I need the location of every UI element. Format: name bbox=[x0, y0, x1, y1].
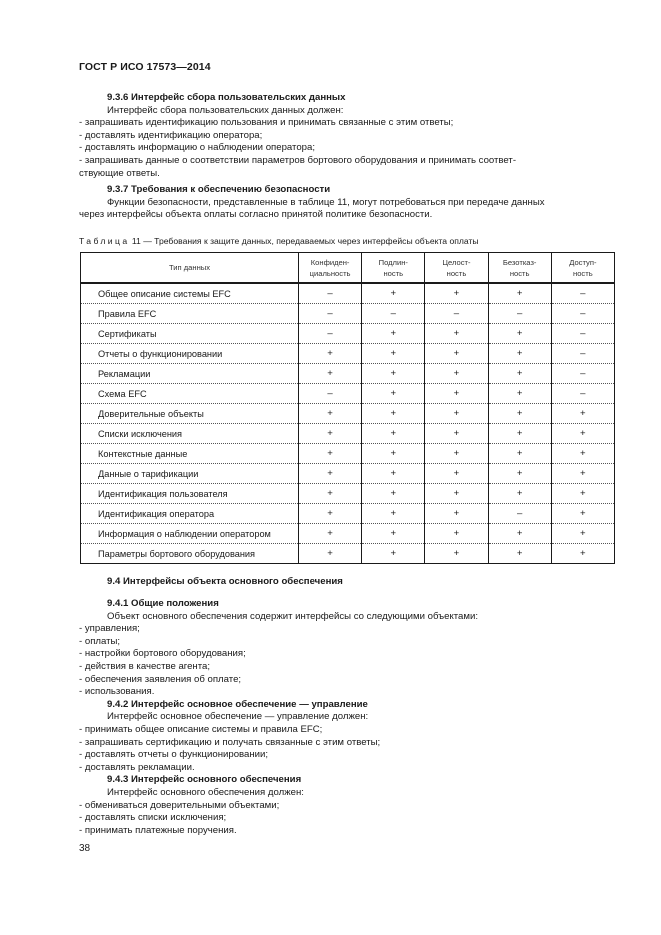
requirement-cell: – bbox=[425, 304, 488, 324]
requirement-cell: + bbox=[299, 524, 362, 544]
column-header: Целост- ность bbox=[425, 253, 488, 284]
requirement-cell: + bbox=[425, 424, 488, 444]
list-item: - использования. bbox=[79, 686, 155, 698]
table-caption bbox=[79, 236, 479, 246]
requirement-cell: + bbox=[488, 484, 551, 504]
column-header: Тип данных bbox=[81, 253, 299, 284]
requirement-cell: – bbox=[488, 304, 551, 324]
requirement-cell: + bbox=[425, 364, 488, 384]
requirement-cell: – bbox=[551, 364, 614, 384]
table-caption-text: 11 — Требования к защите данных, передаваемых через интерфейсы объекта оплаты bbox=[129, 236, 479, 246]
list-item: - запрашивать сертификацию и получать связанные с этим ответы; bbox=[79, 736, 381, 748]
requirement-cell: + bbox=[362, 524, 425, 544]
section-9-3-7 bbox=[79, 184, 616, 222]
list-item: - настройки бортового оборудования; bbox=[79, 648, 246, 660]
list-item-continuation: ствующие ответы. bbox=[79, 167, 160, 179]
table-row bbox=[81, 324, 615, 344]
requirement-cell: + bbox=[362, 344, 425, 364]
requirement-cell: – bbox=[551, 283, 614, 304]
table-row bbox=[81, 283, 615, 304]
requirement-cell: + bbox=[299, 544, 362, 564]
requirement-cell: + bbox=[362, 384, 425, 404]
requirement-cell: + bbox=[362, 404, 425, 424]
paragraph-line: через интерфейсы объекта оплаты согласно принятой политике безопасности. bbox=[79, 209, 433, 221]
section-heading: 9.4 Интерфейсы объекта основного обеспечения bbox=[107, 576, 343, 587]
data-type-cell: Сертификаты bbox=[81, 324, 299, 344]
requirement-cell: – bbox=[362, 304, 425, 324]
table-row bbox=[81, 484, 615, 504]
requirement-cell: + bbox=[488, 364, 551, 384]
list-item: - принимать общее описание системы и правила EFC; bbox=[79, 723, 323, 735]
requirement-cell: + bbox=[488, 324, 551, 344]
requirement-cell: + bbox=[488, 544, 551, 564]
requirement-cell: + bbox=[362, 444, 425, 464]
requirement-cell: + bbox=[551, 484, 614, 504]
requirement-cell: + bbox=[551, 524, 614, 544]
requirement-cell: + bbox=[425, 404, 488, 424]
requirement-cell: – bbox=[551, 384, 614, 404]
data-type-cell: Данные о тарификации bbox=[81, 464, 299, 484]
subsection-heading: 9.4.3 Интерфейс основного обеспечения bbox=[107, 774, 302, 786]
table-row bbox=[81, 524, 615, 544]
requirement-cell: + bbox=[299, 344, 362, 364]
requirement-cell: + bbox=[362, 544, 425, 564]
page-number: 38 bbox=[79, 843, 91, 854]
data-type-cell: Идентификация пользователя bbox=[81, 484, 299, 504]
requirement-cell: + bbox=[362, 464, 425, 484]
list-item: - обеспечения заявления об оплате; bbox=[79, 673, 242, 685]
table-row bbox=[81, 404, 615, 424]
security-requirements-table bbox=[80, 252, 615, 564]
paragraph-line: Интерфейс основное обеспечение — управление должен: bbox=[107, 711, 369, 723]
section-9-4-1 bbox=[79, 598, 616, 837]
requirement-cell: + bbox=[488, 344, 551, 364]
requirement-cell: + bbox=[488, 424, 551, 444]
requirement-cell: + bbox=[425, 384, 488, 404]
data-type-cell: Правила EFC bbox=[81, 304, 299, 324]
requirement-cell: + bbox=[299, 364, 362, 384]
requirement-cell: + bbox=[362, 504, 425, 524]
requirement-cell: + bbox=[299, 424, 362, 444]
requirement-cell: + bbox=[551, 544, 614, 564]
requirement-cell: + bbox=[362, 484, 425, 504]
paragraph-line: Объект основного обеспечения содержит интерфейсы со следующими объектами: bbox=[107, 610, 479, 622]
requirement-cell: + bbox=[551, 404, 614, 424]
data-type-cell: Общее описание системы EFC bbox=[81, 283, 299, 304]
table-row bbox=[81, 504, 615, 524]
section-heading: 9.3.7 Требования к обеспечению безопасности bbox=[107, 184, 331, 195]
section-9-4 bbox=[79, 576, 616, 589]
list-item: - доставлять идентификацию оператора; bbox=[79, 129, 263, 141]
table-row bbox=[81, 344, 615, 364]
list-item: - доставлять списки исключения; bbox=[79, 812, 227, 824]
column-header: Конфиден- циальность bbox=[299, 253, 362, 284]
requirement-cell: – bbox=[551, 304, 614, 324]
list-item: - доставлять информацию о наблюдении оператора; bbox=[79, 142, 315, 154]
list-item: - доставлять рекламации. bbox=[79, 761, 195, 773]
requirement-cell: + bbox=[488, 404, 551, 424]
requirement-cell: – bbox=[551, 344, 614, 364]
requirement-cell: + bbox=[425, 444, 488, 464]
requirement-cell: – bbox=[299, 283, 362, 304]
requirement-cell: – bbox=[551, 324, 614, 344]
requirement-cell: + bbox=[551, 464, 614, 484]
requirement-cell: + bbox=[551, 444, 614, 464]
requirement-cell: – bbox=[488, 504, 551, 524]
requirement-cell: + bbox=[488, 524, 551, 544]
subsection-heading: 9.4.2 Интерфейс основное обеспечение — управление bbox=[107, 698, 368, 710]
requirement-cell: – bbox=[299, 304, 362, 324]
table-row bbox=[81, 464, 615, 484]
list-item: - обмениваться доверительными объектами; bbox=[79, 799, 280, 811]
requirement-cell: + bbox=[425, 504, 488, 524]
requirement-cell: + bbox=[551, 424, 614, 444]
requirement-cell: + bbox=[362, 324, 425, 344]
data-type-cell: Списки исключения bbox=[81, 424, 299, 444]
requirement-cell: + bbox=[488, 464, 551, 484]
data-type-cell: Информация о наблюдении оператором bbox=[81, 524, 299, 544]
requirement-cell: + bbox=[488, 444, 551, 464]
column-header: Безотказ- ность bbox=[488, 253, 551, 284]
data-type-cell: Параметры бортового оборудования bbox=[81, 544, 299, 564]
requirement-cell: – bbox=[299, 324, 362, 344]
table-row bbox=[81, 444, 615, 464]
list-item: - доставлять отчеты о функционировании; bbox=[79, 749, 269, 761]
requirement-cell: + bbox=[425, 524, 488, 544]
data-type-cell: Схема EFC bbox=[81, 384, 299, 404]
data-type-cell: Рекламации bbox=[81, 364, 299, 384]
requirement-cell: + bbox=[362, 364, 425, 384]
requirement-cell: + bbox=[425, 544, 488, 564]
list-item: - действия в качестве агента; bbox=[79, 660, 211, 672]
data-type-cell: Идентификация оператора bbox=[81, 504, 299, 524]
table-caption-label: Таблица bbox=[79, 236, 130, 246]
table-row bbox=[81, 304, 615, 324]
requirement-cell: + bbox=[362, 283, 425, 304]
list-item: - принимать платежные поручения. bbox=[79, 824, 237, 836]
table-row bbox=[81, 544, 615, 564]
document-header: ГОСТ Р ИСО 17573—2014 bbox=[79, 61, 211, 73]
column-header: Подлин- ность bbox=[362, 253, 425, 284]
list-item: - запрашивать идентификацию пользования и принимать связанные с этим ответы; bbox=[79, 117, 454, 129]
paragraph-line: Интерфейс сбора пользовательских данных должен: bbox=[107, 104, 344, 116]
section-heading: 9.3.6 Интерфейс сбора пользовательских данных bbox=[107, 92, 346, 103]
data-type-cell: Отчеты о функционировании bbox=[81, 344, 299, 364]
requirement-cell: + bbox=[488, 283, 551, 304]
table-row bbox=[81, 424, 615, 444]
requirement-cell: + bbox=[425, 484, 488, 504]
requirement-cell: + bbox=[488, 384, 551, 404]
paragraph-line: Интерфейс основного обеспечения должен: bbox=[107, 786, 304, 798]
list-item: - управления; bbox=[79, 623, 140, 635]
column-header: Доступ- ность bbox=[551, 253, 614, 284]
requirement-cell: + bbox=[299, 404, 362, 424]
requirement-cell: + bbox=[425, 283, 488, 304]
data-type-cell: Доверительные объекты bbox=[81, 404, 299, 424]
requirement-cell: + bbox=[362, 424, 425, 444]
list-item: - запрашивать данные о соответствии параметров бортового оборудования и принимать соответ- bbox=[79, 154, 517, 166]
data-type-cell: Контекстные данные bbox=[81, 444, 299, 464]
requirement-cell: + bbox=[425, 464, 488, 484]
requirement-cell: – bbox=[299, 384, 362, 404]
section-9-3-6 bbox=[79, 92, 616, 180]
table-header-row bbox=[81, 253, 615, 284]
requirement-cell: + bbox=[425, 344, 488, 364]
paragraph-line: Функции безопасности, представленные в таблице 11, могут потребоваться при передаче данных bbox=[107, 196, 545, 208]
requirement-cell: + bbox=[299, 444, 362, 464]
subsection-heading: 9.4.1 Общие положения bbox=[107, 598, 219, 609]
requirement-cell: + bbox=[299, 484, 362, 504]
table-row bbox=[81, 364, 615, 384]
list-item: - оплаты; bbox=[79, 635, 121, 647]
requirement-cell: + bbox=[299, 464, 362, 484]
table-row bbox=[81, 384, 615, 404]
requirement-cell: + bbox=[425, 324, 488, 344]
requirement-cell: + bbox=[551, 504, 614, 524]
requirement-cell: + bbox=[299, 504, 362, 524]
